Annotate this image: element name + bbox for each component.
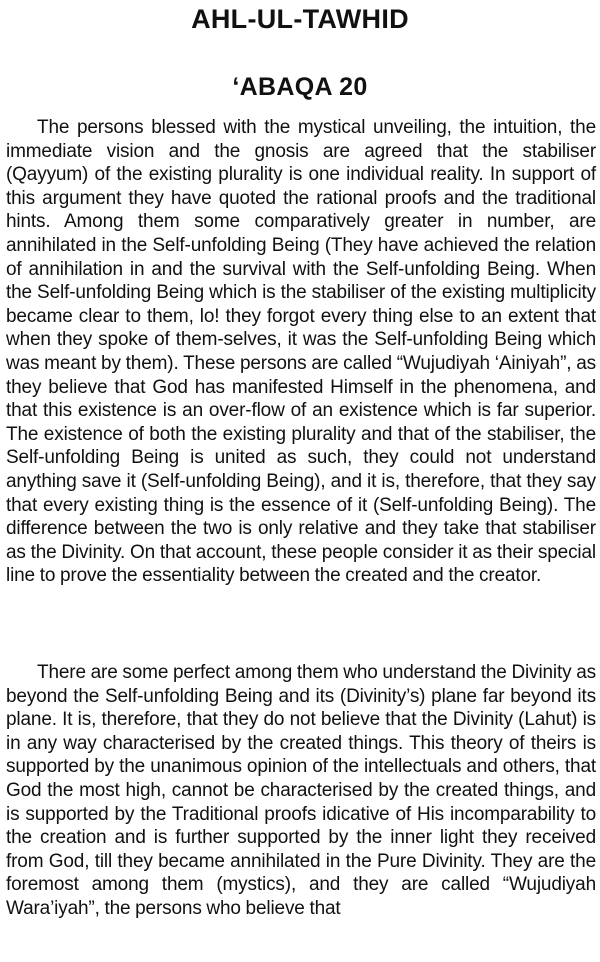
paragraph-2: There are some perfect among them who understand the Divinity as beyond the Self-unfolding Being and its (Divinity’s) plane far beyond its plane. It is, therefore, that they do not believe that the Divinity (Lahut) is in any way characterised by the created things. This theory of theirs is supported by the unanimous opinion of the intellectuals and others, that God the most high, cannot be characterised by the created things, and is supported by the Traditional proofs idicative of His incomparability to the creation and is further supported by the inner light they received from God, till they became annihilated in the Pure Divinity. They are the foremost among them (mystics), and they are called “Wujudiyah Wara’iyah”, the persons who believe that [6, 662, 596, 919]
page-title: AHL-UL-TAWHID [191, 4, 409, 34]
section-heading: ‘ABAQA 20 [232, 73, 368, 101]
paragraph-1: The persons blessed with the mystical unveiling, the intuition, the immediate vision and the gnosis are agreed that the stabiliser (Qayyum) of the existing plurality is one individual reality. In support of this argument they have quoted the rational proofs and the traditional hints. Among them some comparatively greater in number, are annihilated in the Self-unfolding Being (They have achieved the relation of annihilation in and the survival with the Self-unfolding Being. When the Self-unfolding Being which is the stabiliser of the existing multiplicity became clear to them, lo! they forgot every thing else to an extent that when they spoke of them-selves, it was the Self-unfolding Being which was meant by them). These persons are called “Wujudiyah ‘Ainiyah”, as they believe that God has manifested Himself in the phenomena, and that this existence is an over-flow of an existence which is far superior. The existence of both the existing plurality and that of the stabiliser, the Self-unfolding Being is united as such, they could not understand anything save it (Self-unfolding Being), and it is, therefore, that they say that every existing thing is the essence of it (Self-unfolding Being). The difference between the two is only relative and they take that stabiliser as the Divinity. On that account, these people consider it as their special line to prove the essentiality between the created and the creator. [6, 117, 596, 587]
